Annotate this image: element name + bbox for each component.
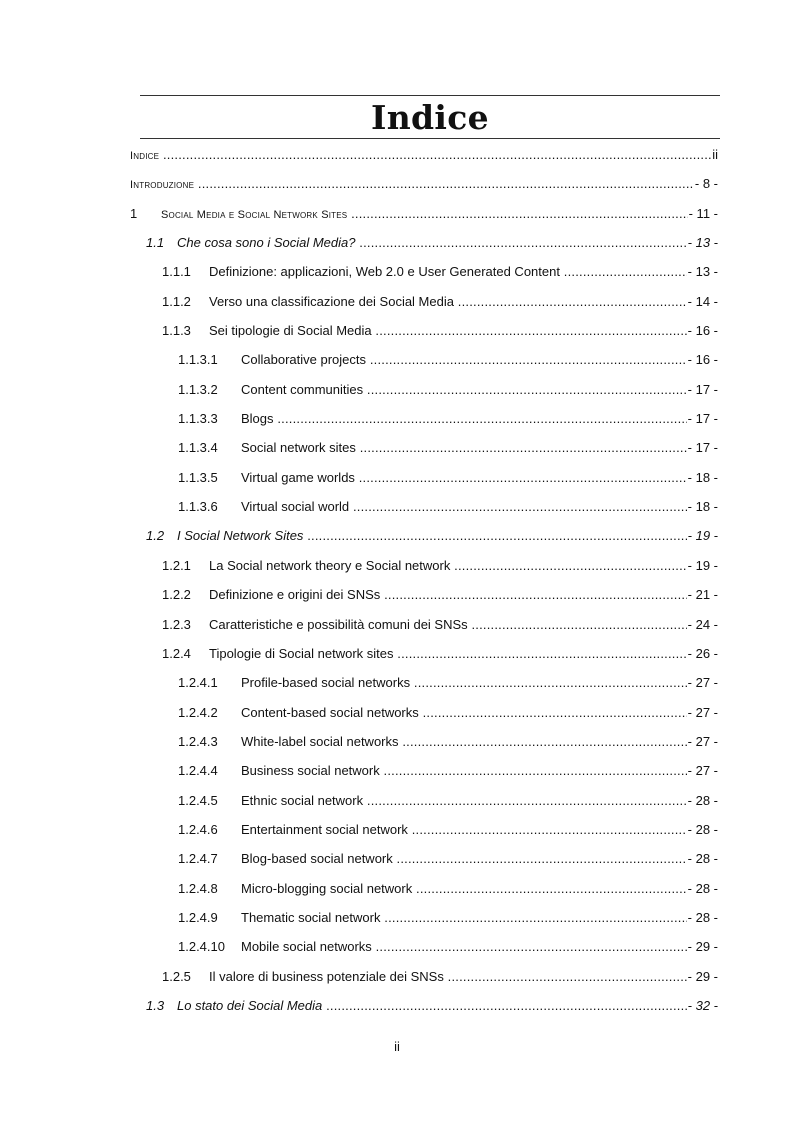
toc-entry-page: - 8 - xyxy=(694,169,718,198)
toc-entry-number: 1.2.5 xyxy=(162,968,191,984)
toc-entry-leader xyxy=(241,463,716,492)
toc-entry-label: Collaborative projects xyxy=(241,352,367,368)
toc-entry-label: Content-based social networks xyxy=(241,704,419,720)
toc-entry-leader xyxy=(241,433,716,462)
toc-entry-page: - 18 - xyxy=(687,492,718,521)
toc-entry-number: 1.1.3.3 xyxy=(178,411,218,427)
toc-entry-number: 1.2.1 xyxy=(162,557,191,573)
toc-entry-leader xyxy=(130,140,716,171)
toc-entry[interactable] xyxy=(0,815,794,844)
toc-entry-label: Che cosa sono i Social Media? xyxy=(177,235,356,251)
toc-entry[interactable] xyxy=(0,404,794,433)
toc-entry[interactable] xyxy=(0,756,794,785)
toc-entry[interactable] xyxy=(0,228,794,257)
toc-entry[interactable] xyxy=(0,433,794,462)
toc-entry-number: 1 xyxy=(130,205,138,221)
toc-entry[interactable] xyxy=(0,727,794,756)
toc-entry-label: Content communities xyxy=(241,381,364,397)
toc-entry-number: 1.2.3 xyxy=(162,616,191,632)
toc-entry-label: Caratteristiche e possibilità comuni dei SNSs xyxy=(209,616,468,632)
toc-entry-page: - 29 - xyxy=(687,932,718,961)
toc-entry-leader xyxy=(177,228,716,257)
toc-entry-page: - 28 - xyxy=(687,786,718,815)
page-number: ii xyxy=(394,1039,400,1054)
toc-entry-page: ii xyxy=(711,140,718,169)
toc-entry[interactable] xyxy=(0,551,794,580)
toc-entry-label: La Social network theory e Social network xyxy=(209,557,451,573)
toc-entry-number: 1.1.3 xyxy=(162,323,191,339)
toc-entry[interactable] xyxy=(0,169,794,198)
toc-entry-page: - 14 - xyxy=(687,287,718,316)
toc-entry-leader xyxy=(241,668,716,697)
toc-entry-leader xyxy=(241,756,716,785)
toc-entry-label: Tipologie di Social network sites xyxy=(209,645,394,661)
toc-entry-label: Entertainment social network xyxy=(241,821,408,837)
toc-entry[interactable] xyxy=(0,287,794,316)
toc-entry-label: White-label social networks xyxy=(241,733,399,749)
toc-entry-page: - 16 - xyxy=(687,345,718,374)
toc-entry-number: 1.2.4.1 xyxy=(178,675,218,691)
toc-entry-number: 1.3 xyxy=(146,997,165,1013)
toc-entry-label: Thematic social network xyxy=(241,909,381,925)
toc-entry[interactable] xyxy=(0,962,794,991)
toc-entry-number: 1.2.4.5 xyxy=(178,792,218,808)
toc-entry-label: Social network sites xyxy=(241,440,356,456)
toc-entry[interactable] xyxy=(0,199,794,228)
toc-entry-leader xyxy=(209,257,716,286)
toc-entry-number: 1.2 xyxy=(146,528,165,544)
toc-entry[interactable] xyxy=(0,345,794,374)
toc-entry-leader xyxy=(241,786,716,815)
toc-entry-leader xyxy=(177,521,716,550)
toc-entry-leader xyxy=(241,844,716,873)
toc-entry-leader xyxy=(241,874,716,903)
toc-entry-label: Introduzione xyxy=(130,179,195,192)
toc-entry-number: 1.1.2 xyxy=(162,293,191,309)
toc-entry-page: - 19 - xyxy=(687,521,718,550)
toc-entry-leader xyxy=(241,698,716,727)
toc-entry-leader xyxy=(241,727,716,756)
toc-entry-label: Micro-blogging social network xyxy=(241,880,413,896)
toc-entry-number: 1.2.4.4 xyxy=(178,763,218,779)
toc-entry-page: - 11 - xyxy=(688,199,718,228)
toc-entry[interactable] xyxy=(0,580,794,609)
toc-entry-leader xyxy=(209,962,716,991)
toc-entry-label: Virtual social world xyxy=(241,499,350,515)
toc-entry-number: 1.1.3.4 xyxy=(178,440,218,456)
toc-entry-leader xyxy=(209,287,716,316)
toc-entry-label: Business social network xyxy=(241,763,380,779)
toc-entry-leader xyxy=(241,903,716,932)
toc-entry-leader xyxy=(161,199,716,230)
toc-entry[interactable] xyxy=(0,521,794,550)
toc-entry-number: 1.2.4 xyxy=(162,645,191,661)
toc-entry-page: - 28 - xyxy=(687,844,718,873)
toc-entry[interactable] xyxy=(0,874,794,903)
toc-entry-label: Social Media e Social Network Sites xyxy=(161,208,348,221)
toc-entry-page: - 32 - xyxy=(687,991,718,1020)
toc-entry-leader xyxy=(130,169,716,200)
toc-entry-label: I Social Network Sites xyxy=(177,528,304,544)
toc-entry-page: - 27 - xyxy=(687,727,718,756)
toc-entry-page: - 17 - xyxy=(687,433,718,462)
page-title: Indice xyxy=(371,98,489,137)
toc-entry-number: 1.2.4.6 xyxy=(178,821,218,837)
toc-entry-number: 1.1.3.1 xyxy=(178,352,218,368)
toc-entry[interactable] xyxy=(0,375,794,404)
toc-entry-page: - 28 - xyxy=(687,815,718,844)
toc-entry[interactable] xyxy=(0,668,794,697)
toc-entry-number: 1.2.4.7 xyxy=(178,851,218,867)
toc-entry-label: Lo stato dei Social Media xyxy=(177,997,323,1013)
toc-entry[interactable] xyxy=(0,610,794,639)
toc-entry-leader xyxy=(209,316,716,345)
toc-entry-page: - 21 - xyxy=(687,580,718,609)
toc-entry-label: Definizione: applicazioni, Web 2.0 e User Generated Content xyxy=(209,264,560,280)
title-top-rule xyxy=(140,95,720,96)
toc-entry-leader xyxy=(209,610,716,639)
toc-entry-label: Blogs xyxy=(241,411,274,427)
toc-entry-label: Verso una classificazione dei Social Media xyxy=(209,293,454,309)
toc-entry-leader xyxy=(241,404,716,433)
toc-entry-leader xyxy=(241,932,716,961)
toc-entry[interactable] xyxy=(0,844,794,873)
toc-entry-page: - 18 - xyxy=(687,463,718,492)
toc-entry-label: Blog-based social network xyxy=(241,851,393,867)
toc-entry[interactable] xyxy=(0,786,794,815)
toc-entry-number: 1.1.1 xyxy=(162,264,191,280)
toc-entry-label: Sei tipologie di Social Media xyxy=(209,323,372,339)
toc-entry[interactable] xyxy=(0,639,794,668)
toc-entry-leader xyxy=(209,639,716,668)
toc-entry-page: - 29 - xyxy=(687,962,718,991)
toc-entry-page: - 28 - xyxy=(687,903,718,932)
toc-entry-page: - 19 - xyxy=(687,551,718,580)
toc-entry-label: Il valore di business potenziale dei SNSs xyxy=(209,968,444,984)
toc-entry-label: Definizione e origini dei SNSs xyxy=(209,587,381,603)
toc-entry-number: 1.2.4.8 xyxy=(178,880,218,896)
toc-entry-leader xyxy=(241,375,716,404)
toc-entry-number: 1.1.3.6 xyxy=(178,499,218,515)
toc-entry-number: 1.2.4.2 xyxy=(178,704,218,720)
toc-entry-page: - 27 - xyxy=(687,756,718,785)
toc-entry-page: - 17 - xyxy=(687,404,718,433)
toc-entry-page: - 24 - xyxy=(687,610,718,639)
toc-entry-page: - 28 - xyxy=(687,874,718,903)
toc-entry-number: 1.1 xyxy=(146,235,165,251)
toc-entry-number: 1.2.4.9 xyxy=(178,909,218,925)
toc-entry-label: Virtual game worlds xyxy=(241,469,355,485)
toc-entry-page: - 27 - xyxy=(687,668,718,697)
toc-entry-page: - 16 - xyxy=(687,316,718,345)
toc-entry[interactable] xyxy=(0,140,794,169)
toc-entry[interactable] xyxy=(0,991,794,1020)
toc-entry-leader xyxy=(241,492,716,521)
toc-entry-number: 1.1.3.5 xyxy=(178,469,218,485)
toc-entry-leader xyxy=(209,580,716,609)
toc-entry[interactable] xyxy=(0,698,794,727)
toc-entry-label: Indice xyxy=(130,150,160,162)
toc-entry-page: - 13 - xyxy=(687,228,718,257)
table-of-contents xyxy=(0,140,794,1020)
toc-entry[interactable] xyxy=(0,903,794,932)
toc-entry-leader xyxy=(177,991,716,1020)
toc-entry-page: - 13 - xyxy=(687,257,718,286)
toc-entry-number: 1.2.2 xyxy=(162,587,191,603)
toc-entry-number: 1.2.4.3 xyxy=(178,733,218,749)
toc-entry-number: 1.1.3.2 xyxy=(178,381,218,397)
toc-entry-label: Profile-based social networks xyxy=(241,675,411,691)
toc-entry-label: Mobile social networks xyxy=(241,939,372,955)
toc-entry[interactable] xyxy=(0,492,794,521)
toc-entry[interactable] xyxy=(0,463,794,492)
toc-entry-label: Ethnic social network xyxy=(241,792,364,808)
toc-entry-number: 1.2.4.10 xyxy=(178,939,225,955)
toc-entry[interactable] xyxy=(0,932,794,961)
toc-entry-leader xyxy=(241,345,716,374)
toc-entry-leader xyxy=(209,551,716,580)
toc-entry[interactable] xyxy=(0,316,794,345)
toc-entry-page: - 27 - xyxy=(687,698,718,727)
toc-entry-page: - 17 - xyxy=(687,375,718,404)
toc-entry[interactable] xyxy=(0,257,794,286)
title-bottom-rule xyxy=(140,138,720,139)
toc-entry-page: - 26 - xyxy=(687,639,718,668)
toc-entry-leader xyxy=(241,815,716,844)
